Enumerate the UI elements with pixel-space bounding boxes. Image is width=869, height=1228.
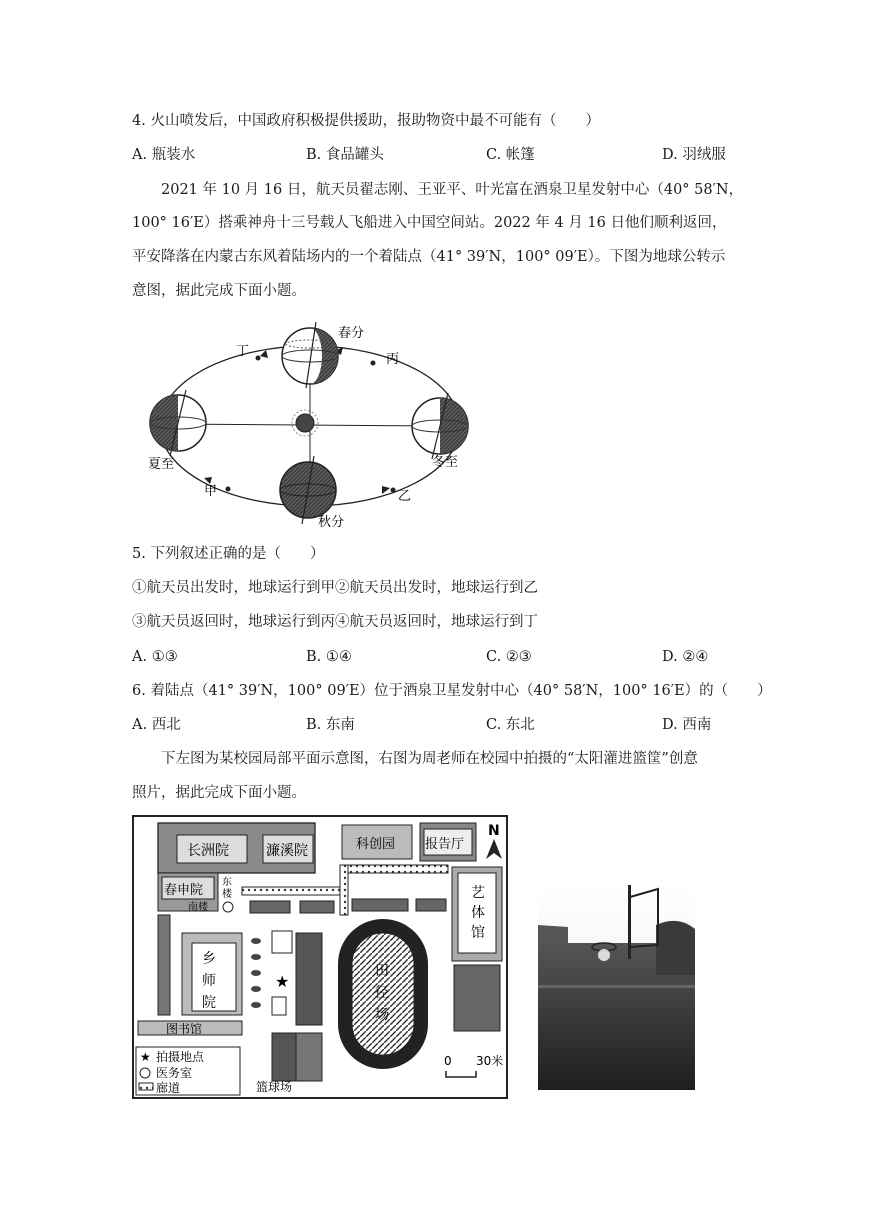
earth-winter-icon [412,393,468,459]
scale-length: 30米 [476,1054,504,1068]
q5-statement: ①航天员出发时，地球运行到甲②航天员出发时，地球运行到乙 [132,580,538,596]
scale-zero: 0 [444,1054,452,1068]
legend-corridor: 廊道 [156,1081,181,1095]
earth-summer-icon [150,390,206,456]
q4-stem: 4. 火山喷发后，中国政府积极提供援助，报助物资中最不可能有（ ） [132,113,600,129]
orbit-point-yi [391,488,396,493]
earth-spring-icon [282,322,338,388]
label-changzhou: 长洲院 [187,843,229,859]
q5-option-a: A. ①③ [132,649,178,665]
orbit-point-jia [226,487,231,492]
orbit-point-bing [371,361,376,366]
label-dong: 东 [222,877,232,888]
campus-map [132,815,508,1099]
q4-option-a: A. 瓶装水 [132,147,196,163]
q4-option-d: D. 羽绒服 [662,147,726,163]
q4-option-c: C. 帐篷 [486,147,535,163]
label-yiti: 体 [471,905,485,921]
earth-orbit-diagram [140,318,480,533]
label-xiangshi: 院 [202,995,216,1011]
label-north: N [488,823,500,839]
label-track: 径 [375,985,389,1001]
passage2-line: 下左图为某校园局部平面示意图，右图为周老师在校园中拍摄的“太阳灌进篮筐”创意 [161,751,698,767]
passage1-line: 平安降落在内蒙古东风着陆场内的一个着陆点（41° 39′N，100° 09′E）。下图为地球公转示 [132,249,726,265]
label-lou: 楼 [222,889,232,900]
passage1-line: 2021 年 10 月 16 日，航天员翟志刚、王亚平、叶光富在酒泉卫星发射中心（40° 58′N， [161,182,744,198]
svg-text:★: ★ [140,1050,151,1064]
label-yiti: 艺 [471,885,485,901]
q6-option-a: A. 西北 [132,717,181,733]
q5-option-c: C. ②③ [486,649,532,665]
label-kechuang: 科创园 [356,837,396,852]
q6-option-d: D. 西南 [662,717,712,733]
label-xiangshi: 乡 [202,951,216,967]
legend-clinic: 医务室 [156,1066,193,1080]
label-track: 田 [375,963,389,979]
label-spring: 春分 [338,326,365,341]
q6-stem: 6. 着陆点（41° 39′N，100° 09′E）位于酒泉卫星发射中心（40° 58′N，100° 16′E）的（ ） [132,683,772,699]
sun-icon [296,414,314,432]
label-jia: 甲 [204,484,218,499]
label-library: 图书馆 [166,1022,203,1036]
label-bing: 丙 [386,352,400,367]
passage1-line: 意图，据此完成下面小题。 [132,283,306,299]
basketball-sun-photo [538,885,695,1090]
label-xiangshi: 师 [202,973,216,989]
label-yiti: 馆 [471,925,485,941]
q5-option-b: B. ①④ [306,649,352,665]
q5-stem: 5. 下列叙述正确的是（ ） [132,546,325,562]
label-track: 场 [375,1007,389,1023]
label-court: 篮球场 [256,1080,293,1094]
passage2-line: 照片，据此完成下面小题。 [132,785,306,801]
label-lianxi: 濂溪院 [266,843,308,859]
label-ding: 丁 [236,344,250,359]
clinic-icon [223,902,233,912]
label-autumn: 秋分 [318,515,345,530]
q6-option-c: C. 东北 [486,717,535,733]
orbit-point-ding [256,356,261,361]
label-yi: 乙 [398,489,412,504]
passage1-line: 100° 16′E）搭乘神舟十三号载人飞船进入中国空间站。2022 年 4 月 16 日他们顺利返回， [132,215,727,231]
earth-autumn-icon [280,456,336,524]
photo-location-star-icon: ★ [275,972,290,991]
label-baogao: 报告厅 [425,837,465,852]
label-summer: 夏至 [148,457,175,472]
label-nanlou: 南楼 [188,902,208,913]
legend-star: 拍摄地点 [156,1050,205,1064]
q5-statement: ③航天员返回时，地球运行到丙④航天员返回时，地球运行到丁 [132,614,538,630]
label-winter: 冬至 [432,455,459,470]
q4-option-b: B. 食品罐头 [306,147,384,163]
label-chunshen: 春申院 [164,883,204,898]
q5-option-d: D. ②④ [662,649,709,665]
q6-option-b: B. 东南 [306,717,355,733]
